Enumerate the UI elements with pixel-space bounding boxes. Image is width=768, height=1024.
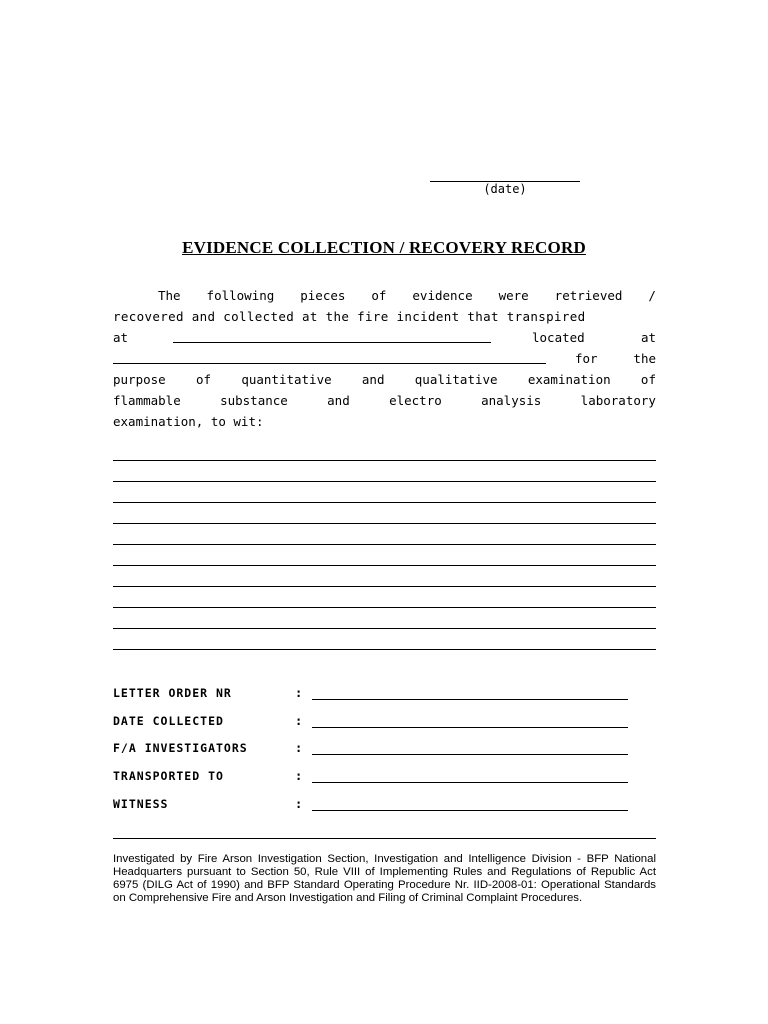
letter-order-label: LETTER ORDER NR: [113, 686, 232, 700]
word: retrieved: [554, 288, 623, 303]
evidence-line[interactable]: [113, 586, 656, 587]
investigators-field[interactable]: [312, 754, 628, 755]
evidence-line[interactable]: [113, 502, 656, 503]
word: purpose: [113, 372, 166, 387]
colon: :: [295, 769, 303, 783]
witness-label: WITNESS: [113, 797, 169, 811]
paragraph-line-6: [113, 393, 656, 409]
word: the: [633, 351, 656, 366]
paragraph-line-3: [113, 330, 656, 346]
date-label: (date): [483, 182, 527, 196]
word: following: [206, 288, 275, 303]
word: of: [371, 288, 387, 303]
incident-location-blank[interactable]: [173, 330, 491, 343]
word: were: [498, 288, 529, 303]
word: and: [327, 393, 350, 408]
word: analysis: [481, 393, 542, 408]
word: quantitative: [241, 372, 332, 387]
transported-to-label: TRANSPORTED TO: [113, 769, 224, 783]
paragraph-line-5: [113, 372, 656, 388]
letter-order-field[interactable]: [312, 699, 628, 700]
investigators-label: F/A INVESTIGATORS: [113, 741, 248, 755]
paragraph-line-2: recovered and collected at the fire incident that transpired: [113, 309, 586, 324]
word: of: [195, 372, 212, 387]
word: of: [640, 372, 656, 387]
word: for: [575, 351, 598, 366]
word: electro: [389, 393, 442, 408]
word: flammable: [113, 393, 181, 408]
word: located: [532, 330, 585, 345]
evidence-line[interactable]: [113, 628, 656, 629]
colon: :: [295, 714, 303, 728]
word: The: [158, 288, 181, 303]
word: at: [113, 330, 129, 345]
witness-field[interactable]: [312, 810, 628, 811]
word: laboratory: [580, 393, 656, 408]
paragraph-line-7: examination, to wit:: [113, 414, 264, 429]
colon: :: [295, 686, 303, 700]
location-address-blank[interactable]: [113, 351, 546, 364]
date-collected-label: DATE COLLECTED: [113, 714, 224, 728]
transported-to-field[interactable]: [312, 782, 628, 783]
evidence-line[interactable]: [113, 481, 656, 482]
footer-note: Investigated by Fire Arson Investigation Section, Investigation and Intelligence Division - BFP National Headquarters pursuant to Section 50, Rule VIII of Implementing Rules and Regulations of Republic Act 6975 (DILG Act of 1990) and BFP Standard Operating Procedure Nr. IID-2008-01: Operational Standards on Comprehensive Fire and Arson Investigation and Filing of Criminal Complaint Procedures.: [113, 853, 656, 904]
word: evidence: [412, 288, 473, 303]
word: /: [648, 288, 656, 303]
word: and: [361, 372, 385, 387]
paragraph-line-4: [113, 351, 656, 367]
evidence-line[interactable]: [113, 523, 656, 524]
date-collected-field[interactable]: [312, 727, 628, 728]
evidence-line[interactable]: [113, 565, 656, 566]
colon: :: [295, 741, 303, 755]
footer-divider: [113, 838, 656, 839]
evidence-line[interactable]: [113, 607, 656, 608]
evidence-line[interactable]: [113, 544, 656, 545]
evidence-line[interactable]: [113, 460, 656, 461]
paragraph-line-1: [113, 288, 656, 304]
word: qualitative: [414, 372, 498, 387]
word: examination: [527, 372, 611, 387]
word: at: [640, 330, 656, 345]
word: substance: [220, 393, 288, 408]
page-title: EVIDENCE COLLECTION / RECOVERY RECORD: [182, 238, 586, 257]
colon: :: [295, 797, 303, 811]
word: pieces: [300, 288, 346, 303]
evidence-line[interactable]: [113, 649, 656, 650]
